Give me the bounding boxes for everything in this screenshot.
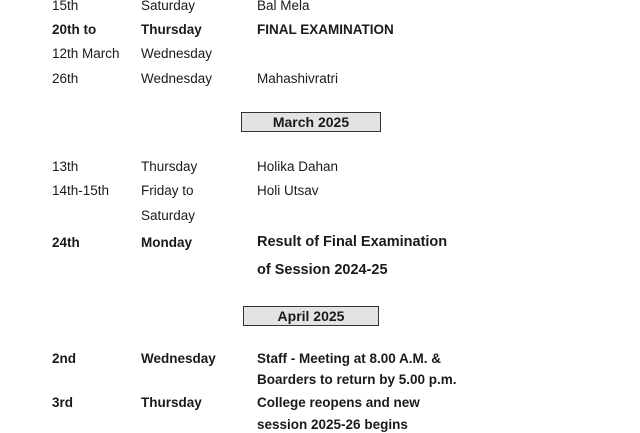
day-cell: Saturday — [141, 0, 196, 13]
day-cell: Monday — [141, 235, 193, 250]
event-cell: Holi Utsav — [257, 183, 319, 198]
event-cell: of Session 2024-25 — [257, 262, 388, 278]
event-cell: Holika Dahan — [257, 159, 339, 174]
event-cell: Mahashivratri — [257, 71, 339, 86]
date-cell: 3rd — [52, 395, 74, 410]
date-cell: 14th-15th — [52, 183, 110, 198]
event-cell: FINAL EXAMINATION — [257, 22, 394, 37]
day-cell: Wednesday — [141, 71, 213, 86]
date-cell: 2nd — [52, 351, 77, 366]
date-cell: 20th to — [52, 22, 97, 37]
date-cell: 24th — [52, 235, 80, 250]
event-cell: Boarders to return by 5.00 p.m. — [257, 372, 457, 387]
event-cell: Result of Final Examination — [257, 234, 448, 250]
event-cell: session 2025-26 begins — [257, 417, 408, 432]
day-cell: Saturday — [141, 208, 196, 223]
day-cell: Thursday — [141, 159, 198, 174]
event-cell: College reopens and new — [257, 395, 420, 410]
day-cell: Thursday — [141, 395, 202, 410]
event-cell: Staff - Meeting at 8.00 A.M. & — [257, 351, 442, 366]
day-cell: Thursday — [141, 22, 202, 37]
day-cell: Wednesday — [141, 351, 216, 366]
date-cell: 13th — [52, 159, 79, 174]
month-header-april: April 2025 — [243, 306, 379, 326]
date-cell: 15th — [52, 0, 79, 13]
date-cell: 26th — [52, 71, 79, 86]
day-cell: Friday to — [141, 183, 194, 198]
event-cell: Bal Mela — [257, 0, 310, 13]
day-cell: Wednesday — [141, 46, 213, 61]
month-header-march: March 2025 — [241, 112, 381, 132]
date-cell: 12th March — [52, 46, 120, 61]
